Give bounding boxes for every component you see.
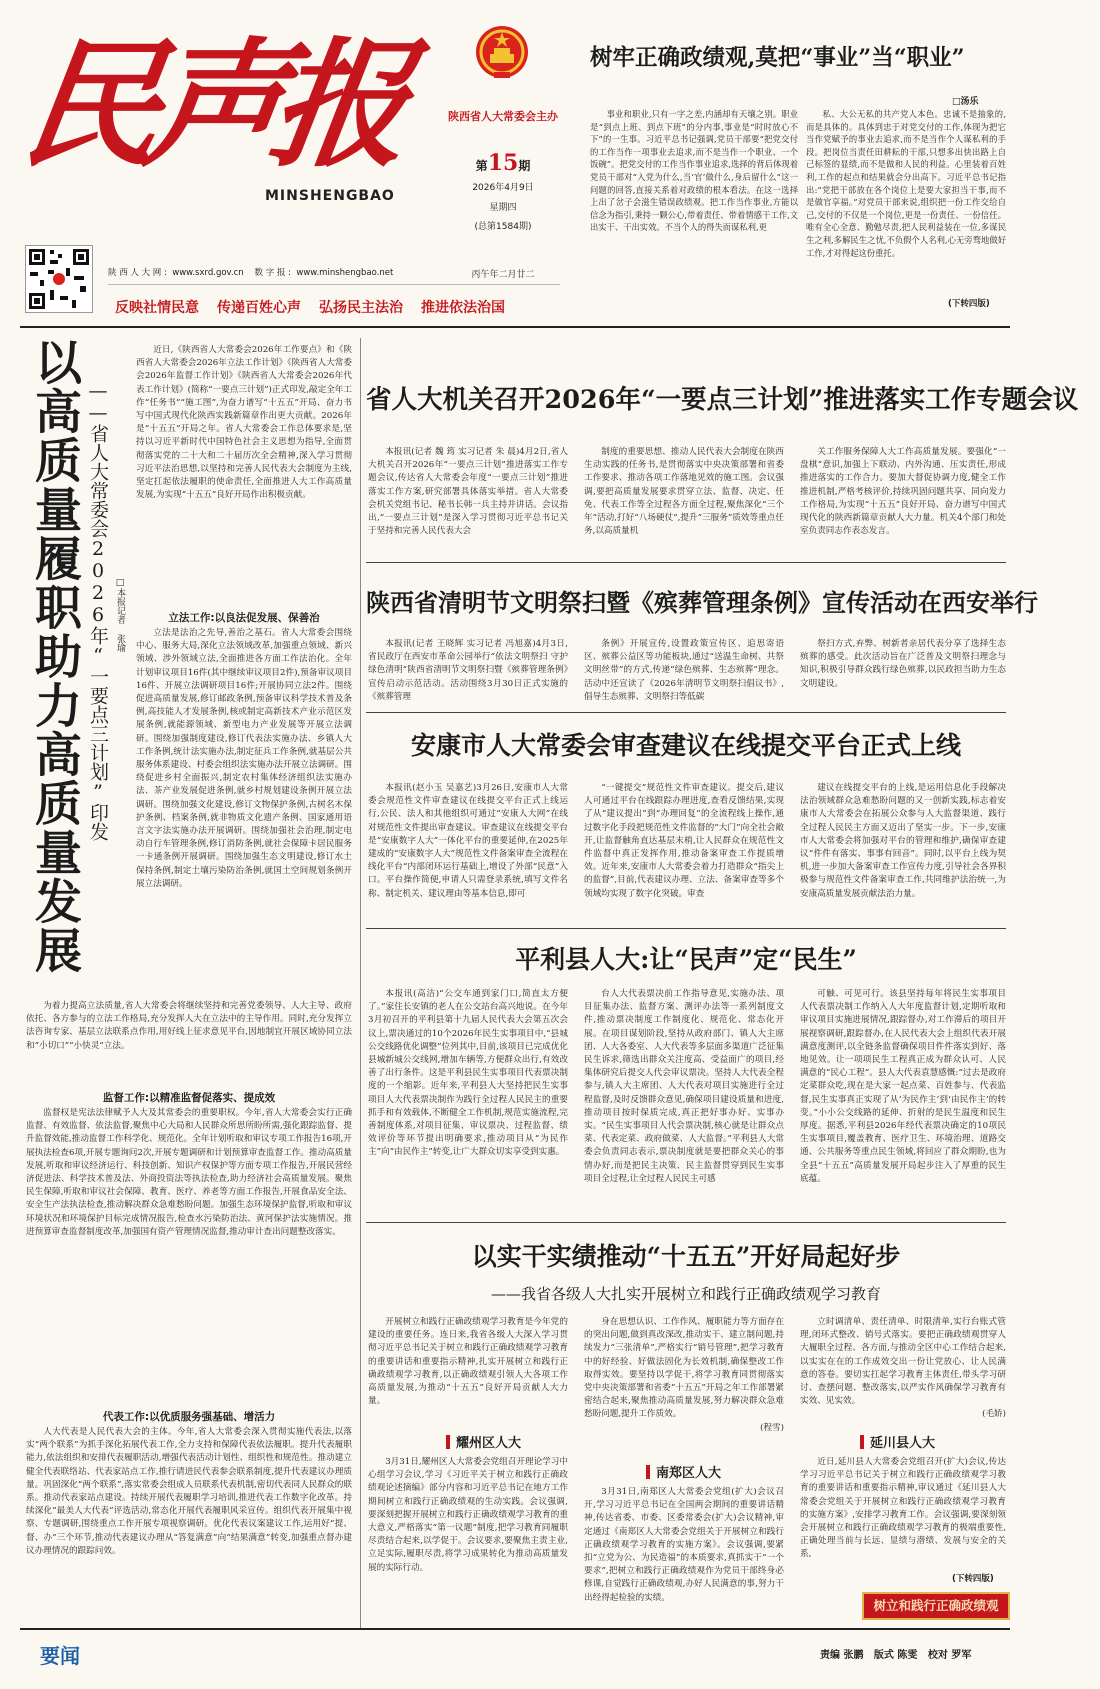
art3-col-3: 建议在线提交平台的上线,是运用信息化手段解决法治领域群众急难愁盼问题的又一创新实践,标志着安康市人大常委会在拓展公众参与人大监督渠道、践行全过程人民民主方面又迈出了坚实一步。下一步,安康市人大常委会将加强对平台的管理和维护,确保审查建议“件件有落实、事事有回音”。同时,以平台上线为契机,进一步加大备案审查工作宣传力度,引导社会各界积极参与规范性文件备案审查工作,共同维护法治统一,为安康高质量发展贡献法治力量。 <box>800 783 1006 899</box>
left-sec1-head: 立法工作:以良法促发展、保善治 <box>168 612 320 624</box>
logo-pinyin: MINSHENGBAO <box>265 188 395 204</box>
digital-url[interactable]: www.minshengbao.net <box>296 268 394 278</box>
issue-total: (总第1584期) <box>474 222 532 232</box>
art5-subtitle: ——我省各级人大扎实开展树立和践行正确政绩观学习教育 <box>490 1285 881 1303</box>
art5-intro-1: 开展树立和践行正确政绩观学习教育是今年党的建设的重要任务。连日来,我省各级人大深入学习贯彻习近平总书记关于树立和践行正确政绩观学习教育的重要讲话和重要指示精神,扎实开展树立和践行正确政绩观学习教育,以正确政绩观引领人大各项工作高质量发展,为推动“十五五”良好开局贡献人大力量。 <box>368 1317 568 1407</box>
art3-col-2: “一键提交”规范性文件审查建议。提交后,建议人可通过平台在线跟踪办理进度,查看反馈结果,实现了从“建议提出”到“办理回复”的全流程线上操作,通过数字化手段把规范性文件监督的“大门”向全社会敞开,让监督触角直达基层末梢,让人民群众在规范性文件监督中真正发挥作用,推动备案审查工作提质增效。近年来,安康市人大常委会着力打造群众“指尖上的监督”,目前,代表建议办理、立法、备案审查等多个领域均实现了数字化突破。审查 <box>584 783 784 899</box>
left-byline: □本报记者 张瑜 <box>115 578 125 652</box>
art3-title: 安康市人大常委会审查建议在线提交平台正式上线 <box>410 731 961 760</box>
art5-intro-2-signoff: (程雪) <box>760 1422 784 1433</box>
art5-intro-2: 身在思想认识、工作作风、履职能力等方面存在的突出问题,做到真改深改,推动实干、建立制问题,持续发力“三张清单”,严格实行“销号管理”,把学习教育中的好经验、好做法固化为长效机制,确保整改工作取得实效。要坚持以学促干,将学习教育同贯彻落实党中央决策部署和省委“十五五”开局之年工作部署紧密结合起来,聚焦推动高质量发展,努力解决群众急难愁盼问题,提升工作质效。 (程雪) <box>584 1316 784 1436</box>
editorial-col-2: 私、大公无私的共产党人本色。忠诚不是抽象的,而是具体的。具体到忠于对党交付的工作,体现为把它当作党赋予的事业去追求,而不是当作个人谋私利的手段。把岗位当责任田耕耘的干部,只想多出快出路上自己标签的显绩,而不是做和人民的利益。心里装着百姓利,工作的起点和结果就会分出高下。习近平总书记指出:“党把干部放在各个岗位上是要大家担当干事,而不是做官享福。”对党员干部来说,组织把一份工作交给自己,交付的不仅是一个岗位,更是一份责任、一份信任。唯有全心全意、勤勉尽责,把人民利益装在一位,多谋民生之利,多解民生之忧,不负假个人名利,心无旁骛地做好工作,才对得起这份重托。 <box>806 109 1006 258</box>
art5-tag-3: 延川县人大 <box>860 1432 935 1451</box>
site-line: 陕 西 人 大 网 : www.sxrd.gov.cn 数 字 报 : www.minshengbao.net <box>108 268 394 278</box>
art3-col-1: 本报讯(赵小玉 吴嘉艺)3月26日,安康市人大常委会规范性文件审查建议在线提交平台正式上线运行,公民、法人和其他组织可通过“安康人大网”在线对规范性文件提出审查建议。审查建议在线提交平台是“安康数字人大”一体化平台的重要延伸,在2025年建成的“安康数字人大”规范性文件备案审查全流程在线化平台“内部闭环运行基础上,增设了外部“民意”入口。平台操作简便,申请人只需登录系统,填写文件名称、制定机关、建议理由等基本信息,即可 <box>368 783 568 899</box>
left-sec2-head: 监督工作:以精准监督促落实、提成效 <box>102 1092 276 1104</box>
logo-text: 民声报 <box>12 23 408 186</box>
art5-title: 以实干实绩推动“十五五”开好局起好步 <box>471 1242 901 1271</box>
slogan-2: 传递百姓心声 <box>217 300 301 316</box>
art5-continued: (下转四版) <box>952 1574 994 1584</box>
slogan-bar <box>115 297 575 317</box>
art1-col-2: 制度的重要思想、推动人民代表大会制度在陕西生动实践的任务书,是贯彻落实中央决策部署和省委工作要求、推动各项工作落地见效的施工图。会议强调,要把高质量发展要求贯穿立法、监督、决定、任免、代表工作等全过程各方面全过程,聚焦深化“三个年”活动,打好“八场硬仗”,提升“三服务”质效等重点任务,以高质量机 <box>584 447 784 537</box>
art5-tag-1: 耀州区人大 <box>446 1432 521 1451</box>
art4-col-2: 台人大代表票决前工作指导意见,实施办法、项目征集办法、监督方案、测评办法等一系列制度文件,推动票决制度工作制度化、规范化、常态化开展。在项目谋划阶段,坚持从政府部门、镇人大主席团、人大各委室、人大代表等多层面多渠道广泛征集民生诉求,筛选出群众关注度高、受益面广的项目,经集体研究后提交人代会审议票决。坚持人大代表全程参与,镇人大主席团、人大代表对项目实施进行全过程监督,及时反馈群众意见,确保项目建设质量和进度,推动项目按时保质完成,真正把好事办好、实事办实。“民生实事项目人代会票决制,核心就是让群众点菜、代表定菜、政府做菜、人大监督。”平利县人大常委会负责同志表示,票决制度就是要把群众关心的事情办好,而是把民主决策、民主监督贯穿到民生实事项目全过程,让全过程人民民主可感 <box>584 989 784 1184</box>
issue-number: 第15期 <box>475 150 531 176</box>
art2-title: 陕西省清明节文明祭扫暨《殡葬管理条例》宣传活动在西安举行 <box>366 588 1038 617</box>
footer-section: 要闻 <box>40 1644 80 1668</box>
art5-tag3-text: 近日,延川县人大常委会党组召开(扩大)会议,传达学习习近平总书记关于树立和践行正确政绩观学习教育的重要讲话和重要指示精神,审议通过《延川县人大常委会党组关于开展树立和践行正确政绩观学习教育的实施方案》,安排学习教育工作。会议强调,要深刻领会开展树立和践行正确政绩观学习教育的极端重要性,正确处理当前与长远、显绩与潜绩、发展与安全的关系, <box>800 1457 1006 1560</box>
left-sec3-text: 人大代表是人民代表大会的主体。今年,省人大常委会深入贯彻实施代表法,以落实“两个联系”为抓手深化拓展代表工作,全力支持和保障代表依法履职。提升代表履职能力,依法组织和安排代表履职活动,增强代表活动计划性、组织性和规范性。推动建立健全代表联络站、代表家站点工作,推行请进民代表参会联系制度,提升代表建议办理质量。巩固深化“两个联系”,落实常委会组成人员联系代表机制,密切代表同人民群众的联系。推动代表家站点建设。持续开展代表履职学习培训,推进代表工作数字化改革。持续深化“最美人大代表”评选活动,常态化开展代表履职风采宣传。组织代表开展集中视察、专题调研,围绕重点工作开展专项视察调研。优化代表议案建议工作,运用好“提、督、办”三个环节,推动代表建议办理从“答复满意”向“结果满意”转变,加强重点督办建议办理情况的跟踪问效。 <box>26 1427 352 1556</box>
art4-col-3: 可触、可见可行。该县坚持每年将民生实事项目人代表票决制工作纳入人大年度监督计划,定期听取和审议项目实施进展情况,跟踪督办,对工作滞后的项目开展视察调研,跟踪督办,在人民代表大会上组织代表开展满意度测评,以全链条监督确保项目件件落实到好、落地见效。让一项项民生工程真正成为群众认可、人民满意的“民心工程”。县人大代表袁慧感慨:“过去是政府定菜群众吃,现在是大家一起点菜、百姓参与、代表监督,民生实事真正实现了从‘为民作主’到‘由民作主’的转变。”小小公交线路的延伸、折射的是民生温度和民生厚度。据悉,平利县2026年经代表票决确定的10项民生实事项目,覆盖教育、医疗卫生、环境治理、道路交通、公共服务等重点民生领域,将回应了群众期盼,也为全县“十五五”高质量发展开局起步注入了厚重的民生底蕴。 <box>800 989 1006 1184</box>
art5-intro-3-signoff: (毛娇) <box>982 1409 1006 1420</box>
lunar-date: 丙午年二月廿二 <box>471 270 535 280</box>
art2-col-2: 条例》开展宣传,设置政策宣传区、追思寄语区、殡葬公益区等功能板块,通过“送温生命树、共祭文明丝带”的方式,传递“绿色殡葬、生态殡葬”理念。活动中还宣读了《2026年清明节文明祭扫倡议书》,倡导生态殡葬、文明祭扫等低碳 <box>584 639 784 702</box>
art4-col-1: 本报讯(高洁)“公交车通到家门口,简直太方便了。”家住长安镇的老人在公交站台高兴地说。在今年3月初召开的平利县第十九届人民代表大会第五次会议上,票决通过的10个2026年民生实事项目中,“县城公交线路优化调整”位列其中,目前,该项目已完成优化县城新城公交线网,增加车辆等,方便群众出行,有效改善了出行条件。这是平利县民生实事项目代表票决制度的一个缩影。近年来,平利县人大坚持把民生实事项目人大代表票决制作为践行全过程人民民主的重要抓手和有效载体,不断健全工作机制,规范实施流程,完善制度体系,对项目征集、审议票决、过程监督、绩效评价等环节提出明确要求,推动项目从“为民作主”向“由民作主”转变,让广大群众切实享受到实惠。 <box>368 989 568 1158</box>
logo <box>12 20 444 210</box>
art2-col-3: 祭扫方式,弃弊、树新者亲居代表分享了选择生态殡葬的感受。此次活动旨在广泛普及文明祭扫理念与知识,积极引导群众践行绿色殡葬,以民政担当助力生态文明建设。 <box>800 639 1006 689</box>
art5-tag1-text: 3月31日,耀州区人大常委会党组召开理论学习中心组学习会议,学习《习近平关于树立和践行正确政绩观论述摘编》部分内容和习近平总书记在地方工作期间树立和践行正确政绩观的生动实践。会议强调,要深刻把握开展树立和践行正确政绩观学习教育的重大意义,严格落实“第一议题”制度,把学习教育同履职尽责结合起来,以学促干。会议要求,要聚焦主责主业,立足实际,履职尽责,将学习成果转化为推动高质量发展的实际行动。 <box>368 1457 568 1573</box>
left-sec3-head: 代表工作:以优质服务强基础、增活力 <box>102 1411 276 1423</box>
footer-editors: 责编 张鹏 版式 陈雯 校对 罗军 <box>820 1650 972 1661</box>
art5-badge: 树立和践行正确政绩观 <box>862 1592 1010 1620</box>
slogan-1: 反映社情民意 <box>115 300 199 316</box>
slogan-4: 推进依法治国 <box>421 300 505 316</box>
sponsor: 陕西省人大常委会主办 <box>448 110 558 123</box>
issue-weekday: 星期四 <box>489 203 517 213</box>
left-vertical-subtitle: ——省人大常委会2026年“一要点三计划”印发 <box>87 380 109 841</box>
left-intro: 近日,《陕西省人大常委会2026年工作要点》和《陕西省人大常委会2026年立法工作计划》《陕西省人大常委会2026年监督工作计划》《陕西省人大常委会2026年代表工作计划》(简称“一要点三计划”)正式印发,敲定全年工作“任务书”“施工图”,为奋力谱写“十五五”开局、奋力书写中国式现代化陕西实践新篇章作出更大贡献。2026年是“十五五”开局之年。省人大常委会工作总体要求是,坚持以习近平新时代中国特色社会主义思想为指导,全面贯彻落实党的二十大和二十届历次全会精神,深入学习贯彻习近平法治思想,以坚持和完善人民代表大会制度为主线,坚定扛起依法履职的使命责任,全面推进人大工作高质量发展,为实现“十五五”良好开局作出积极贡献。 <box>136 345 352 501</box>
art5-tag-2: 南郑区人大 <box>646 1462 721 1481</box>
issue-date: 2026年4月9日 <box>472 183 534 193</box>
art4-title: 平利县人大:让“民声”定“民生” <box>515 945 857 974</box>
art1-title: 省人大机关召开2026年“一要点三计划”推进落实工作专题会议 <box>366 385 1079 415</box>
art1-col-3: 关工作服务保障人大工作高质量发展。要强化“一盘棋”意识,加强上下联动、内外沟通、压实责任,形成推进落实的工作合力。要加大督促协调力度,健全工作推进机制,严格考核评价,持续巩固问题共享、同向发力工作格局,为实现“十五五”良好开局、奋力谱写中国式现代化的陕西新篇章贡献人大力量。机关4个部门和处室负责同志作表态发言。 <box>800 447 1006 537</box>
art5-intro-3: 立时调清单、责任清单、时限清单,实行台账式管理,闭环式整改、销号式落实。要把正确政绩观贯穿人大履职全过程、各方面,与推动全区中心工作结合起来,以实实在在的工作成效交出一份让党放心、让人民满意的答卷。要切实扛起学习教育主体责任,带头学习研讨、查摆问题、整改落实,以严实作风确保学习教育有实效、见实效。 (毛娇) <box>800 1316 1006 1430</box>
left-sec1-text2: 为着力提高立法质量,省人大常委会将继续坚持和完善党委领导、人大主导、政府依托、各方参与的立法工作格局,充分发挥人大在立法中的主导作用。同时,充分发挥立法咨询专家、基层立法联系点作用,用好线上征求意见平台,因地制宜开展区域协同立法和“小切口”“小快灵”立法。 <box>26 1001 352 1051</box>
slogan-3: 弘扬民主法治 <box>319 300 403 316</box>
editorial-col-1: 事业和职业,只有一字之差,内涵却有天壤之别。职业是“到点上班、到点下班”的分内事,事业是“时时放心不下”的一生事。习近平总书记强调,党员干部要“把党交付的工作当作一项事业去追求,而不是当作一个职业、一个饭碗”。把党交付的工作当作事业追求,选择的背后体现着党员干部对“入党为什么,当‘官’做什么,身后留什么”这一问题的回答,直接关系着对政绩的根本看法。在这一选择上出了岔子会滋生错误政绩观。把工作当作事业,方能以信念为指引,秉持一颗公心,带着责任、带着情感干工作,文出实干、干出实效。不当个人的得失而谋私利,更 <box>590 109 798 233</box>
left-vertical-title: 以高质量履职助力高质量发展 <box>27 338 82 975</box>
editorial-author: □汤乐 <box>952 97 979 107</box>
art2-col-1: 本报讯(记者 王晓辉 实习记者 冯旭嘉)4月3日,省民政厅在西安市革命公园举行“依法文明祭扫 守护绿色清明”陕西省清明节文明祭扫暨《殡葬管理条例》宣传启动示范活动。活动围绕3月30日正式实施的《殡葬管理 <box>368 639 568 702</box>
art1-col-1: 本报讯(记者 魏 筠 实习记者 朱 晨)4月2日,省人大机关召开2026年“一要点三计划”推进落实工作专题会议,传达省人大常委会年度“一要点三计划”推进落实工作方案,研究部署具体落实举措。省人大常委会机关党组书记、秘书长韩一兵主持并讲话。会议指出,“一要点三计划”是深入学习贯彻习近平总书记关于坚持和完善人民代表大会 <box>368 447 568 537</box>
left-sec1-text: 立法是法治之先导,善治之基石。省人大常委会围绕中心、服务大局,深化立法领域改革,加强重点领域、新兴领域、涉外领域立法,全面推进各方面工作法治化。全年计划审议项目16件(其中继续审议项目2件),预备审议项目16件、开展立法调研项目16件;开展协同立法2件。围绕促进高质量发展,修订邮政条例,预备审议科学技术普及条例,高技能人才发展条例,核或制定高新技术产业示范区发展条例,就能源领域、新型电力产业发展等开展立法调研。围绕加强制度建设,修订代表法实施办法、乡镇人大工作条例,统计法实施办法,制定征兵工作条例,就基层公共服务体系建设、村委会组织法实施办法开展立法调研。围绕促进乡村全面振兴,制定农村集体经济组织法实施办法、茶产业发展促进条例,就乡村规划建设条例开展立法调研。围绕加强文化建设,修订文物保护条例,古树名木保护条例、档案条例,就非物质文化遗产条例、国家通用语言文字法实施办法开展调研。围绕加强社会治理,制定电动自行车管理条例,修订消防条例,就社会保障卡居民服务一卡通条例开展调研。围绕加强生态文明建设,修订水土保持条例,制定土壤污染防治条例,就国土空间规划条例开展立法调研。 <box>136 628 352 889</box>
left-sec2-text: 监督权是宪法法律赋予人大及其常委会的重要职权。今年,省人大常委会实行正确监督、有效监督、依法监督,聚焦中心大局和人民群众所思所盼所需,强化跟踪监督、提升监督效能,推动监督工作科学化、规范化。全年计划听取和审议专项工作报告16项,开展执法检查6项,开展专题询问2次,开展专题调研和计划预算审查监督工作。推动高质量发展,听取和审议经济运行、科技创新、知识产权保护等方面专项工作报告,开展民营经济促进法、科学技术普及法、外商投资法等执法检查,助力经济社会高质量发展。聚焦民生保障,听取和审议社会保障、教育、医疗、养老等方面工作报告,开展食品安全法、安全生产法执法检查,推动解决群众急难愁盼问题。加强生态环境保护监督,听取和审议环境状况和环境保护目标完成情况报告,检查水污染防治法、黄河保护法实施情况。推进预算审查监督制度改革,加强国有资产管理情况监督,推动审计查出问题整改落实。 <box>26 1108 352 1237</box>
editorial-title: 树牢正确政绩观,莫把“事业”当“职业” <box>590 45 965 71</box>
qr-code-icon <box>25 245 93 313</box>
site-url[interactable]: www.sxrd.gov.cn <box>172 268 244 278</box>
art5-tag2-text: 3月31日,南郑区人大常委会党组(扩大)会议召开,学习习近平总书记在全国两会期间的重要讲话精神,传达省委、市委、区委常委会(扩大)会议精神,审定通过《南郑区人大常委会党组关于开展树立和践行正确政绩观学习教育的实施方案》。会议强调,要紧扣“立党为公、为民造福”的本质要求,真抓实干“一个要求”,把树立和践行正确政绩观作为党员干部终身必修课,自觉践行正确政绩观,办好人民满意的事,努力干出经得起检验的实绩。 <box>584 1487 784 1603</box>
national-emblem-icon <box>474 24 530 82</box>
editorial-continued: (下转四版) <box>948 299 990 309</box>
